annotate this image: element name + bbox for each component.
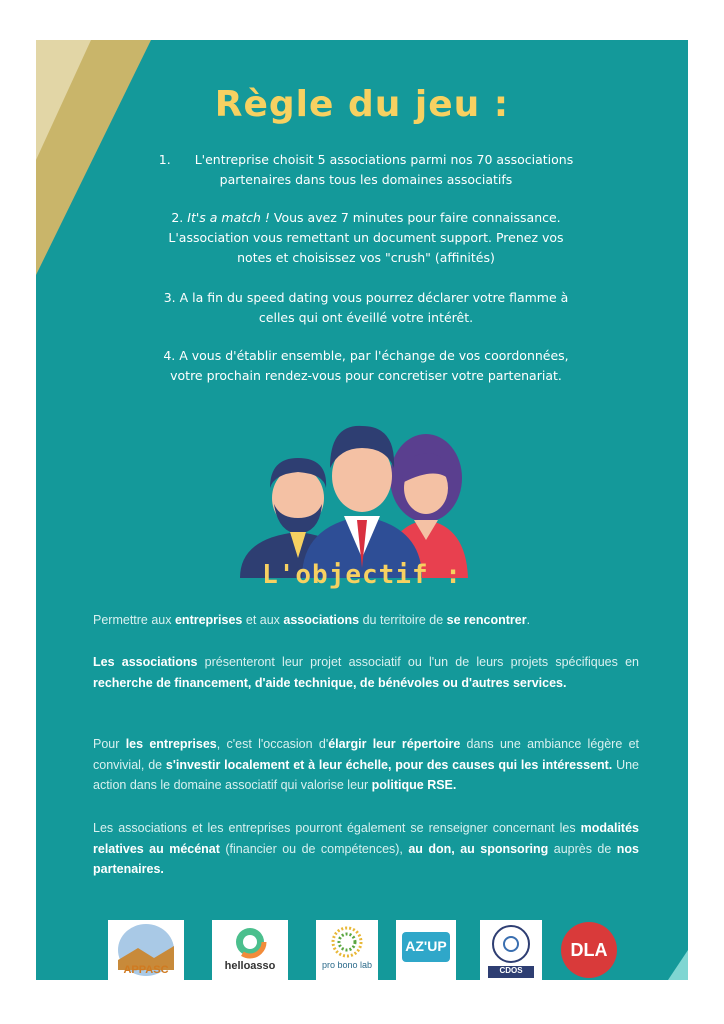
text: auprès de [548, 841, 617, 856]
paragraph-entreprises [93, 734, 639, 796]
text: dans une ambiance légère et convivial, de [93, 737, 640, 772]
bold-text: associations [283, 613, 360, 627]
logo-label: pro bono lab [321, 960, 373, 970]
rule-text: L'entreprise choisit 5 associations parmi nos 70 associations [194, 152, 574, 167]
logo-label: APPASC [123, 964, 169, 976]
text: du territoire de [359, 613, 447, 627]
bold-text: Les associations [93, 655, 198, 669]
corner-decoration-bottom [664, 950, 688, 980]
paragraph-intro [93, 610, 639, 631]
objective-title: L'objectif : [262, 560, 462, 590]
rule-text: Vous avez 7 minutes pour faire connaissance. [269, 210, 561, 225]
rule-highlight: It's a match ! [187, 210, 270, 225]
paragraph-partners [93, 818, 639, 880]
text: présenteront leur projet associatif ou l'un de leurs projets spécifiques en [197, 655, 639, 669]
rule-text: notes et choisissez vos "crush" (affinités) [237, 250, 495, 265]
probonolab-emblem [316, 924, 378, 964]
bold-text: se rencontrer [446, 613, 527, 627]
logo-appasc [108, 920, 184, 980]
bold-text: s'investir localement et à leur échelle, pour des causes qui les intéressent. [165, 757, 613, 772]
document-page [36, 40, 688, 980]
page-title: Règle du jeu : [214, 84, 510, 125]
rule-text: partenaires dans tous les domaines associatifs [219, 172, 513, 187]
bold-text: au don, au sponsoring [408, 841, 549, 856]
bold-text: modalités relatives au mécénat [93, 821, 639, 856]
rule-text: celles qui ont éveillé votre intérêt. [258, 310, 474, 325]
helloasso-emblem [212, 924, 288, 964]
logo-dla [560, 920, 618, 980]
rule-2 [116, 208, 616, 268]
logo-cdos [480, 920, 542, 980]
text: Permettre aux [93, 613, 175, 627]
text: Pour [93, 737, 126, 751]
rule-1 [116, 150, 616, 190]
bold-text: élargir leur répertoire [328, 737, 461, 751]
text: et aux [242, 613, 284, 627]
bold-text: entreprises [174, 613, 243, 627]
logo-probonolab [316, 920, 378, 980]
bold-text: nos partenaires. [93, 841, 639, 876]
rule-3 [116, 288, 616, 328]
rule-text: votre prochain rendez-vous pour concretiser votre partenariat. [170, 368, 562, 383]
people-group-icon [236, 408, 486, 578]
logo-label: DLA [570, 940, 608, 960]
bold-text: les entreprises [125, 737, 217, 751]
logo-label: AZ'UP [405, 938, 447, 954]
bold-text: recherche de financement, d'aide technique, de bénévoles ou d'autres services. [93, 675, 567, 690]
text: (financier ou de compétences), [219, 841, 409, 856]
rule-4 [116, 346, 616, 386]
bold-text: politique RSE. [371, 778, 457, 792]
text: , c'est l'occasion d' [216, 737, 329, 751]
rule-text: 4. A vous d'établir ensemble, par l'échange de vos coordonnées, [163, 348, 569, 363]
logo-label: CDOS [499, 966, 523, 975]
logo-helloasso [212, 920, 288, 980]
rule-text: 3. A la fin du speed dating vous pourrez déclarer votre flamme à [163, 290, 569, 305]
logo-azup [396, 920, 456, 980]
rule-number: 2. [171, 210, 184, 225]
logo-label: helloasso [224, 960, 276, 972]
text: . [526, 613, 531, 627]
paragraph-associations [93, 652, 639, 693]
rule-text: L'association vous remettant un document support. Prenez vos [168, 230, 564, 245]
text: Les associations et les entreprises pourront également se renseigner concernant les [93, 821, 581, 835]
rule-number: 1. [158, 152, 171, 167]
text: Une action dans le domaine associatif qui valorise leur [93, 757, 639, 792]
